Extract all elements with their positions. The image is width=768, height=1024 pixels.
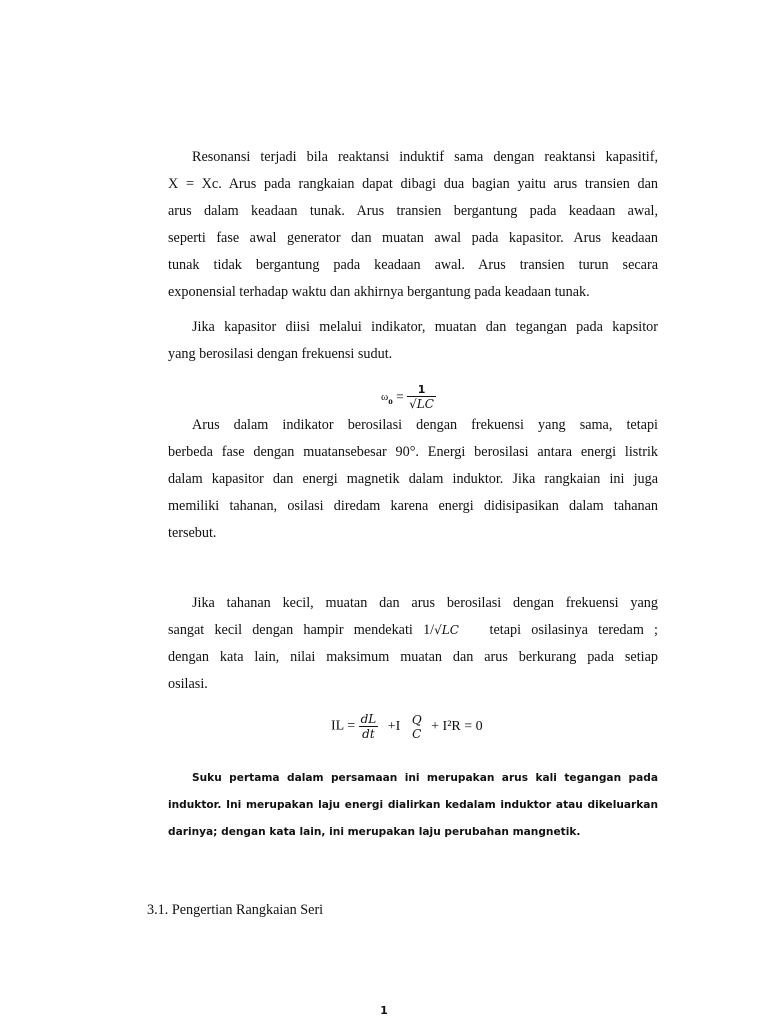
text-line: Jika kapasitor diisi melalui indikator, muatan dan tegangan pada kapsitor: [192, 319, 658, 335]
energy-equation: [331, 712, 483, 741]
fraction-q-c: [410, 713, 424, 741]
fraction-numerator: 1: [417, 383, 426, 396]
page-number: 1: [380, 1004, 388, 1017]
fraction-denominator: √LC: [409, 397, 434, 411]
paragraph-first-term: [168, 765, 658, 846]
fraction: [407, 383, 436, 411]
text-line: Arus dalam indikator berosilasi dengan frekuensi yang sama, tetapi: [192, 417, 658, 433]
text-line: [168, 617, 658, 644]
fraction-numerator: Q: [411, 712, 422, 727]
paragraph-damping: [168, 590, 658, 698]
omega-subscript: o: [388, 395, 393, 406]
text-line: X = Xc. Arus pada rangkaian dapat dibagi dua bagian yaitu arus transien dan: [168, 176, 658, 192]
text-line: dengan kata lain, nilai maksimum muatan dan arus berkurang pada setiap: [168, 649, 658, 665]
equals-sign: =: [396, 389, 404, 404]
equation-tail: + I²R = 0: [431, 718, 483, 734]
text-line: yang berosilasi dengan frekuensi sudut.: [168, 346, 393, 362]
text-segment: tetapi osilasinya teredam ;: [489, 622, 659, 638]
paragraph-oscillation: [168, 412, 658, 547]
angular-frequency-formula: [381, 383, 436, 411]
text-line: arus dalam keadaan tunak. Arus transien bergantung pada keadaan awal,: [168, 203, 658, 219]
text-line: Resonansi terjadi bila reaktansi induktif sama dengan reaktansi kapasitif,: [192, 149, 658, 165]
equation-lhs: IL =: [331, 718, 356, 734]
text-line: exponensial terhadap waktu dan akhirnya bergantung pada keadaan tunak.: [168, 284, 590, 300]
text-line: tunak tidak bergantung pada keadaan awal. Arus transien turun secara: [168, 257, 658, 273]
section-heading: 3.1. Pengertian Rangkaian Seri: [147, 902, 324, 918]
text-line: memiliki tahanan, osilasi diredam karena energi didisipasikan dalam tahanan: [168, 498, 658, 514]
text-line: Suku pertama dalam persamaan ini merupakan arus kali tegangan pada: [192, 772, 658, 784]
text-line: tersebut.: [168, 525, 217, 541]
text-line: berbeda fase dengan muatansebesar 90°. Energi berosilasi antara energi listrik: [168, 444, 658, 460]
fraction-numerator: dL: [360, 712, 377, 726]
inline-math: √LC: [434, 623, 459, 637]
fraction-denominator: dt: [359, 726, 379, 741]
equation-term: +I: [387, 718, 401, 734]
text-segment: sangat kecil dengan hampir mendekati 1/: [168, 622, 435, 638]
paragraph-capacitor: [168, 314, 658, 368]
paragraph-resonance: [168, 144, 658, 306]
omega-symbol: ω: [381, 391, 389, 403]
fraction-dl-dt: [359, 712, 379, 741]
text-line: osilasi.: [168, 676, 208, 692]
text-line: dalam kapasitor dan energi magnetik dalam induktor. Jika rangkaian ini juga: [168, 471, 658, 487]
fraction-denominator: C: [412, 726, 422, 741]
text-line: seperti fase awal generator dan muatan awal pada kapasitor. Arus keadaan: [168, 230, 658, 246]
text-line: darinya; dengan kata lain, ini merupakan laju perubahan mangnetik.: [168, 826, 581, 838]
text-line: induktor. Ini merupakan laju energi dialirkan kedalam induktor atau dikeluarkan: [168, 799, 658, 811]
text-line: Jika tahanan kecil, muatan dan arus berosilasi dengan frekuensi yang: [192, 595, 658, 611]
